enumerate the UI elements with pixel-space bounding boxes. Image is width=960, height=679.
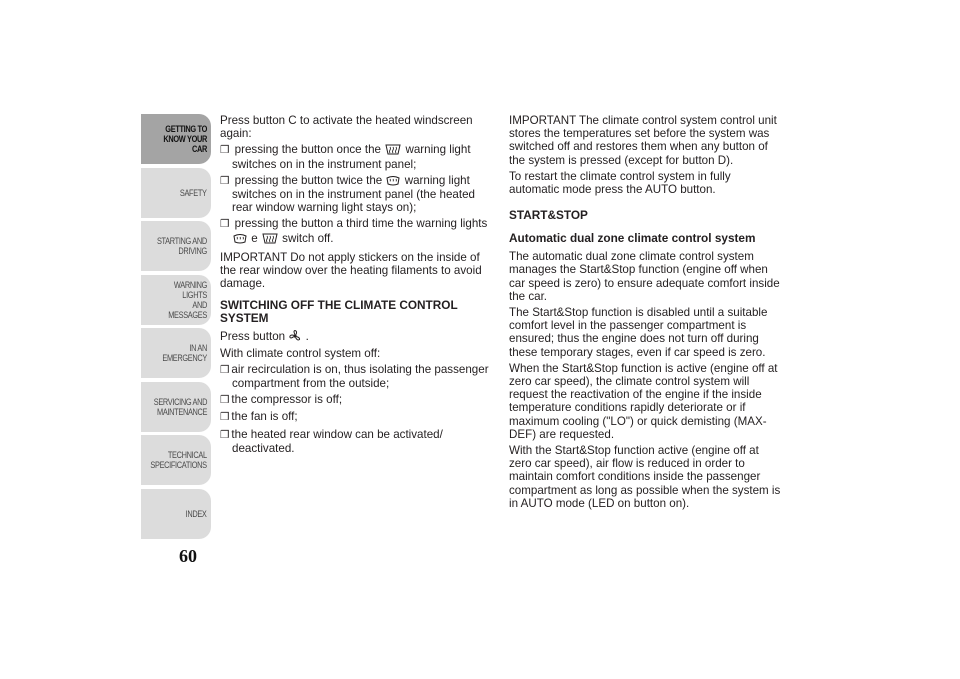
section-heading: SWITCHING OFF THE CLIMATE CONTROL SYSTEM: [220, 298, 458, 326]
list-item: ❒ pressing the button once the warning light switches on in the instrument panel;: [220, 143, 471, 171]
section-heading: START&STOP: [509, 208, 588, 223]
list-item: ❒ pressing the button a third time the warning lights e switch off.: [220, 217, 488, 245]
important-note: IMPORTANT The climate control system control unit stores the temperatures set before the system was switched off and restores them when any button of the system is pressed (except for button D).: [509, 114, 777, 167]
paragraph: To restart the climate control system in fully automatic mode press the AUTO button.: [509, 169, 731, 197]
tab-label: SERVICING AND MAINTENANCE: [153, 396, 207, 417]
with-off-text: With climate control system off:: [220, 346, 381, 360]
tab-safety[interactable]: [141, 168, 211, 218]
list-item: ❒ pressing the button twice the warning light switches on in the instrument panel (the heated rear window warning light stays on);: [220, 173, 475, 215]
bullet-box-icon: ❒: [220, 411, 230, 424]
heated-windscreen-icon: [385, 144, 401, 155]
bullet-box-icon: ❒: [220, 363, 230, 376]
tab-warning-lights[interactable]: [141, 275, 211, 325]
tab-label: STARTING AND DRIVING: [157, 236, 207, 256]
tab-starting-and-driving[interactable]: [141, 221, 211, 271]
list-item: ❒ the heated rear window can be activated/ deactivated.: [220, 427, 443, 455]
heated-rear-window-icon: [233, 234, 247, 244]
list-item: ❒ the fan is off;: [220, 410, 298, 424]
bullet-box-icon: ❒: [220, 144, 230, 157]
tab-index[interactable]: [141, 489, 211, 539]
paragraph: When the Start&Stop function is active (engine off at zero car speed), the climate control system will request the reactivation of the engine if the inside temperature conditions rapidly deteriorate or if maximum cooling ("LO") or quick demisting (MAX-DEF) are requested.: [509, 361, 778, 441]
tab-label: SAFETY: [180, 187, 207, 198]
important-note: IMPORTANT Do not apply stickers on the inside of the rear window over the heating filaments to avoid damage.: [220, 250, 482, 291]
bullet-box-icon: ❒: [220, 218, 230, 231]
intro-text: Press button C to activate the heated windscreen again:: [220, 114, 473, 141]
bullet-box-icon: ❒: [220, 428, 230, 441]
tab-label: GETTING TO KNOW YOUR CAR: [163, 124, 207, 154]
list-item: ❒ air recirculation is on, thus isolating the passenger compartment from the outside;: [220, 362, 489, 391]
subsection-heading: Automatic dual zone climate control system: [509, 231, 756, 246]
tab-technical-specifications[interactable]: [141, 435, 211, 485]
list-item: ❒ the compressor is off;: [220, 393, 343, 407]
tab-in-an-emergency[interactable]: [141, 328, 211, 378]
left-column: [220, 114, 492, 458]
paragraph: The automatic dual zone climate control system manages the Start&Stop function (engine off when car speed is zero) to ensure adequate comfort inside the car.: [509, 250, 780, 303]
bullet-box-icon: ❒: [220, 174, 230, 187]
fan-off-icon: [289, 330, 301, 342]
tab-label: TECHNICAL SPECIFICATIONS: [150, 450, 207, 470]
heated-rear-window-icon: [386, 176, 400, 186]
paragraph: With the Start&Stop function active (engine off at zero car speed), air flow is reduced in order to maintain comfort conditions inside the passenger compartment as long as possible when the system is in AUTO mode (LED on button on).: [509, 444, 781, 510]
tab-getting-to-know-your-car[interactable]: [141, 114, 211, 164]
bullet-box-icon: ❒: [220, 394, 230, 407]
page-number: 60: [179, 546, 197, 566]
tab-label: WARNING LIGHTS AND MESSAGES: [168, 279, 207, 320]
heated-windscreen-icon: [262, 233, 278, 244]
press-button-text: Press button .: [220, 330, 309, 344]
tab-label: INDEX: [186, 508, 207, 519]
right-column: [509, 114, 783, 513]
paragraph: The Start&Stop function is disabled until a suitable comfort level in the passenger compartment is ensured; thus the engine does not turn off during these temporary stages, even if car speed is zero.: [509, 306, 768, 359]
tab-label: IN AN EMERGENCY: [162, 343, 207, 363]
tab-servicing[interactable]: [141, 382, 211, 432]
chapter-sidebar: [141, 114, 211, 542]
